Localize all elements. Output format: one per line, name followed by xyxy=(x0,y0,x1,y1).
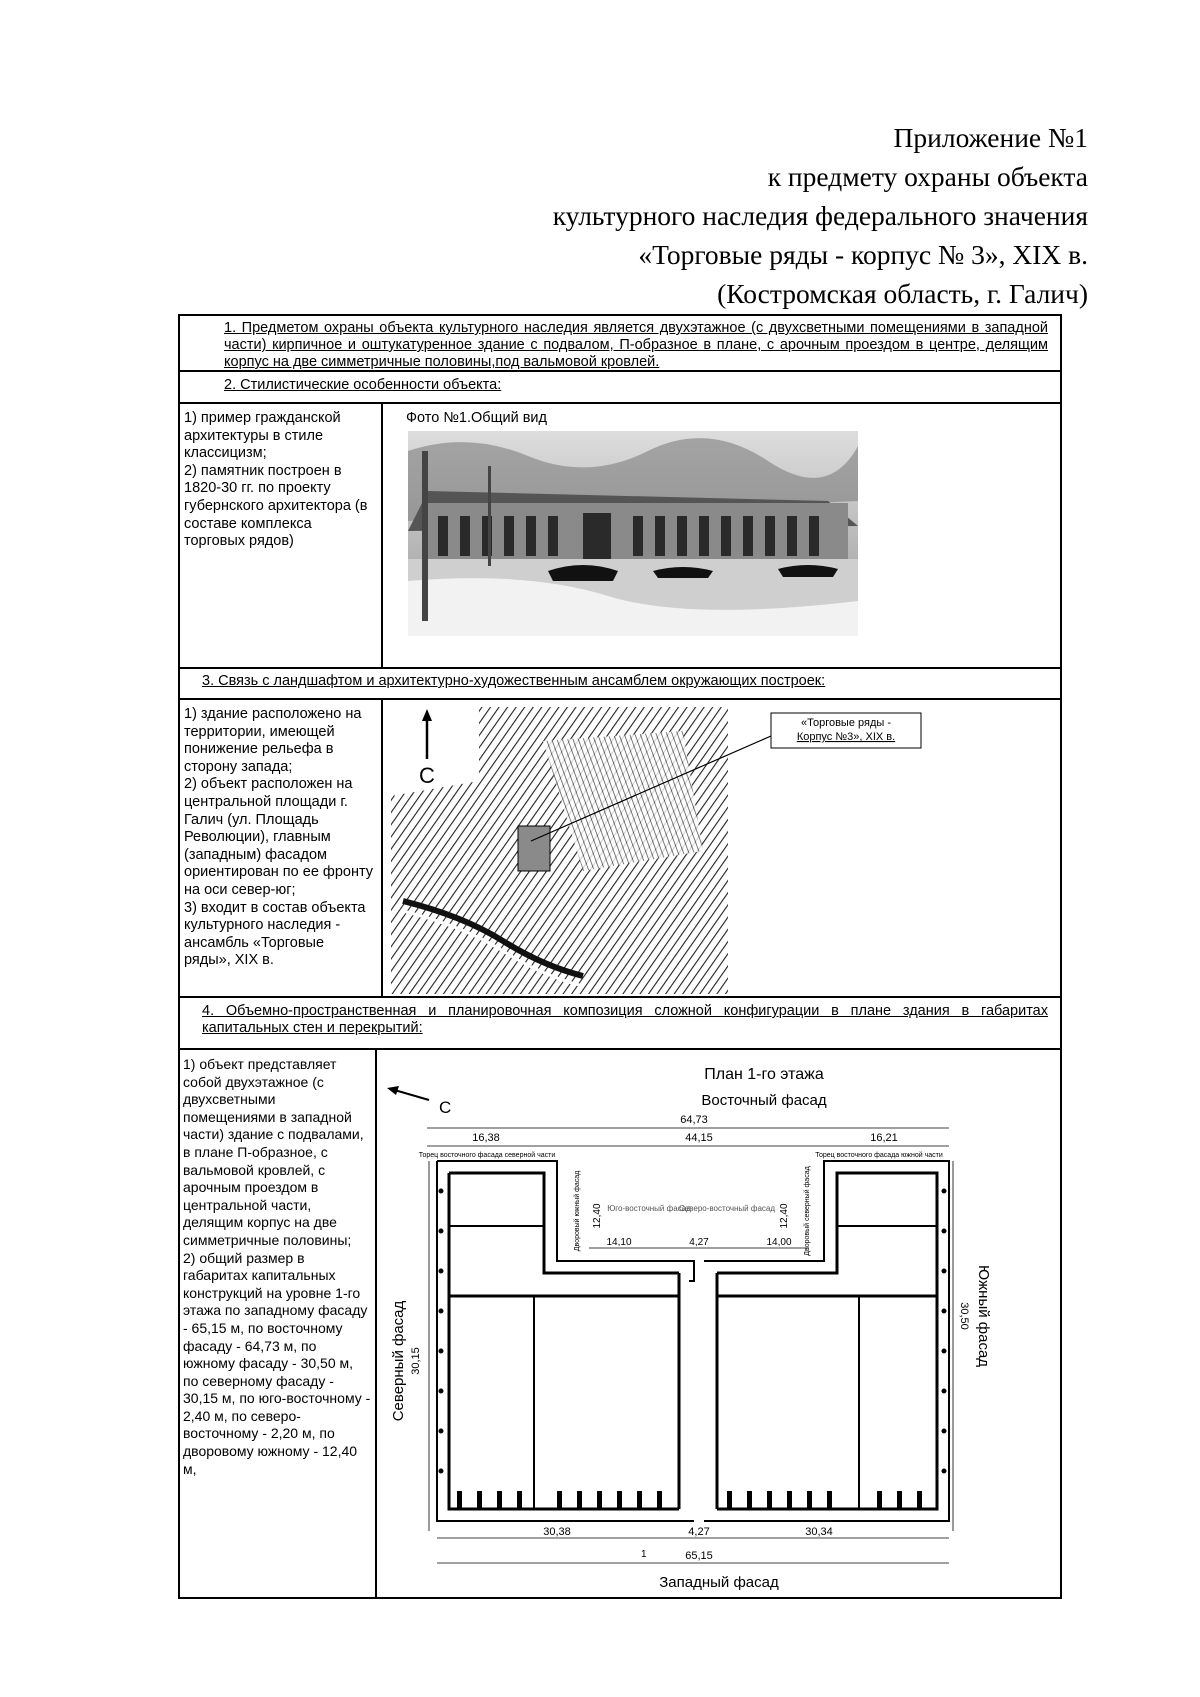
section-2-text: 1) пример гражданской архитектуры в стиле классицизм; 2) памятник построен в 1820-30 гг. по проекту губернского архитектора (в составе комплекса торговых рядов) xyxy=(184,410,368,550)
south-facade-label: Южный фасад xyxy=(975,1264,992,1368)
dim-court-mid: 4,27 xyxy=(689,1237,709,1248)
building-outline xyxy=(437,1161,949,1521)
section-3-text: 1) здание расположено на территории, имеющей понижение рельефа в сторону запада; 2) объект расположен на центральной площади г. Галич (ул. Площадь Революции), главным (западным) фасадом ориентирован по ее фронту на оси север-юг; 3) входит в состав объекта культурного наследия - ансамбль «Торговые ряды», XIX в. xyxy=(184,706,374,969)
row-divider xyxy=(180,667,1060,669)
north-facade-label: Северный фасад xyxy=(390,1300,407,1422)
section-3-title: 3. Связь с ландшафтом и архитектурно-художественным ансамблем окружающих построек: xyxy=(202,673,826,689)
header-line-2: к предмету охраны объекта xyxy=(767,161,1088,192)
label-southeast: Юго-восточный фасад xyxy=(607,1204,691,1213)
row-divider xyxy=(180,698,1060,700)
section-1-text: 1. Предметом охраны объекта культурного наследия является двухэтажное (с двухсветными помещениями в западной части) кирпичное и оштукатуренное здание с подвалом, П-образное в плане, с арочным проездом в центре, делящим корпус на две симметричные половины,под вальмовой кровлей. xyxy=(224,320,1048,370)
header-line-5: (Костромская область, г. Галич) xyxy=(717,278,1088,309)
appendix-header xyxy=(553,118,1088,313)
section-2-title: 2. Стилистические особенности объекта: xyxy=(224,377,502,393)
dim-west-mid: 4,27 xyxy=(688,1526,710,1538)
dim-west-right: 30,34 xyxy=(805,1526,833,1538)
dim-wing-left: 12,40 xyxy=(592,1203,603,1229)
dim-wing-right: 12,40 xyxy=(779,1203,790,1229)
dim-east-mid: 44,15 xyxy=(685,1132,713,1144)
dim-court-left: 14,10 xyxy=(606,1237,632,1248)
header-line-4: «Торговые ряды - корпус № 3», XIX в. xyxy=(638,239,1088,270)
plan-title: План 1-го этажа xyxy=(704,1066,824,1083)
photo-caption: Фото №1.Общий вид xyxy=(406,410,547,426)
row-divider xyxy=(180,1048,1060,1050)
protection-table xyxy=(178,314,1062,1599)
dim-east-left: 16,38 xyxy=(472,1132,500,1144)
plan-north-label: С xyxy=(439,1098,452,1117)
row-divider xyxy=(180,996,1060,998)
column-divider xyxy=(375,1048,377,1599)
dim-south: 30,50 xyxy=(958,1302,970,1330)
header-line-3: культурного наследия федерального значения xyxy=(552,200,1088,231)
floor-plan xyxy=(379,1051,1062,1596)
dim-west-left: 30,38 xyxy=(543,1526,571,1538)
column-divider xyxy=(381,402,383,667)
north-arrow-label: С xyxy=(419,763,435,788)
section-4-title: 4. Объемно-пространственная и планировочная композиция сложной конфигурации в плане здания в габаритах капитальных стен и перекрытий: xyxy=(202,1003,1048,1036)
map-label-line-1: «Торговые ряды - xyxy=(800,717,892,729)
label-torec-north: Торец восточного фасада северной части xyxy=(418,1152,556,1159)
building-photo xyxy=(408,431,858,636)
row-divider xyxy=(180,402,1060,404)
north-arrow xyxy=(422,709,432,759)
west-facade-label: Западный фасад xyxy=(659,1574,779,1591)
dim-north: 30,15 xyxy=(410,1347,422,1375)
map-label-line-2: Корпус №3», XIX в. xyxy=(796,731,896,743)
label-yard-right: Дворовый северный фасад xyxy=(804,1166,811,1256)
section-mark: 1 xyxy=(641,1549,647,1560)
east-facade-label: Восточный фасад xyxy=(701,1092,827,1109)
location-map xyxy=(383,701,1062,994)
north-arrow-icon xyxy=(387,1086,429,1100)
label-torec-south: Торец восточного фасада южной части xyxy=(815,1152,943,1159)
header-line-1: Приложение №1 xyxy=(893,122,1088,153)
dim-court-right: 14,00 xyxy=(766,1237,792,1248)
label-northeast: Северо-восточный фасад xyxy=(678,1204,776,1213)
dim-east-right: 16,21 xyxy=(870,1132,898,1144)
dim-east-total: 64,73 xyxy=(680,1114,708,1126)
section-4-text: 1) объект представляет собой двухэтажное (с двухсветными помещениями в западной части) здание с подвалами, в плане П-образное, с вальмовой кровлей, с арочным проездом в центральной части, делящим корпус на две симметричные половины; 2) общий размер в габаритах капитальных конструкций на уровне 1-го этажа по западному фасаду - 65,15 м, по восточному фасаду - 64,73 м, по южному фасаду - 30,50 м, по северному фасаду - 30,15 м, по юго-восточному - 2,40 м, по северо-восточному - 2,20 м, по дворовому южному - 12,40 м, xyxy=(183,1056,371,1477)
label-yard-left: Дворовый южный фасад xyxy=(574,1170,581,1252)
dim-west-total: 65,15 xyxy=(685,1550,713,1562)
